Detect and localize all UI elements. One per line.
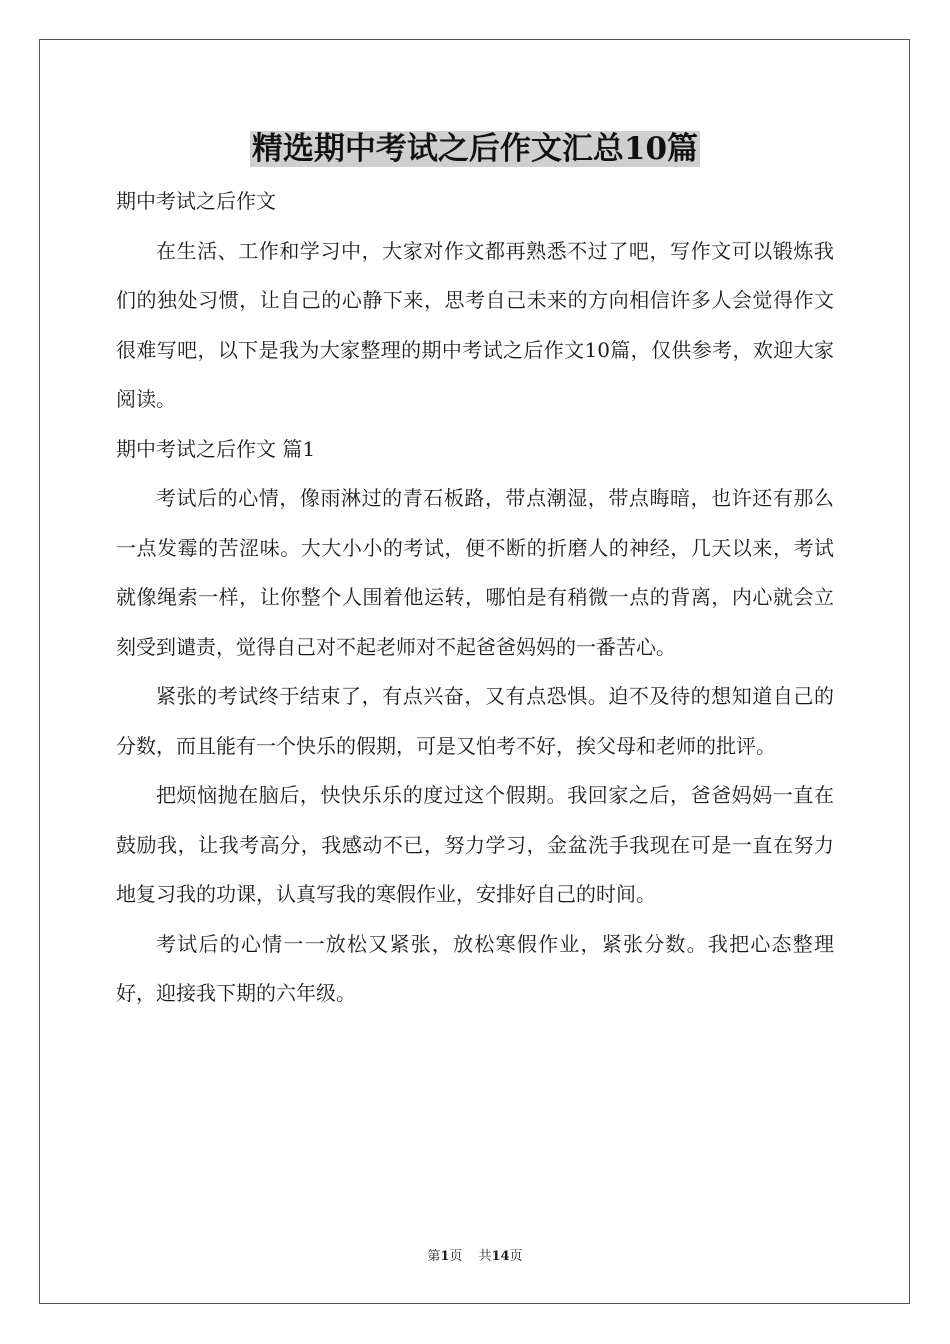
title-text: 精选期中考试之后作文汇总10篇 xyxy=(251,131,699,167)
page-current: 1 xyxy=(440,1249,450,1264)
document-body xyxy=(116,177,834,1019)
page-footer xyxy=(0,1247,950,1267)
paragraph: 考试后的心情一一放松又紧张，放松寒假作业，紧张分数。我把心态整理好，迎接我下期的六年级。 xyxy=(116,931,834,1005)
paragraph: 在生活、工作和学习中，大家对作文都再熟悉不过了吧，写作文可以锻炼我们的独处习惯，让自己的心静下来，思考自己未来的方向相信许多人会觉得作文很难写吧，以下是我为大家整理的期中考试之后作文10篇，仅供参考，欢迎大家阅读。 xyxy=(116,238,834,411)
paragraph: 把烦恼抛在脑后，快快乐乐的度过这个假期。我回家之后，爸爸妈妈一直在鼓励我，让我考高分，我感动不已，努力学习，金盆洗手我现在可是一直在努力地复习我的功课，认真写我的寒假作业，安排好自己的时间。 xyxy=(116,783,834,906)
section-heading: 期中考试之后作文 xyxy=(116,189,276,213)
paragraph: 考试后的心情，像雨淋过的青石板路，带点潮湿，带点晦暗，也许还有那么一点发霉的苦涩味。大大小小的考试，便不断的折磨人的神经，几天以来，考试就像绳索一样，让你整个人围着他运转，哪怕是有稍微一点的背离，内心就会立刻受到谴责，觉得自己对不起老师对不起爸爸妈妈的一番苦心。 xyxy=(116,486,834,659)
paragraph: 紧张的考试终于结束了，有点兴奋，又有点恐惧。迫不及待的想知道自己的分数，而且能有一个快乐的假期，可是又怕考不好，挨父母和老师的批评。 xyxy=(116,684,834,758)
total-prefix: 共 xyxy=(478,1249,492,1264)
page-suffix: 页 xyxy=(449,1249,463,1264)
page-total: 14 xyxy=(491,1249,510,1264)
page-prefix: 第 xyxy=(427,1249,441,1264)
section-heading: 期中考试之后作文 篇1 xyxy=(116,436,316,461)
total-suffix: 页 xyxy=(509,1249,523,1264)
document-title xyxy=(0,127,950,171)
